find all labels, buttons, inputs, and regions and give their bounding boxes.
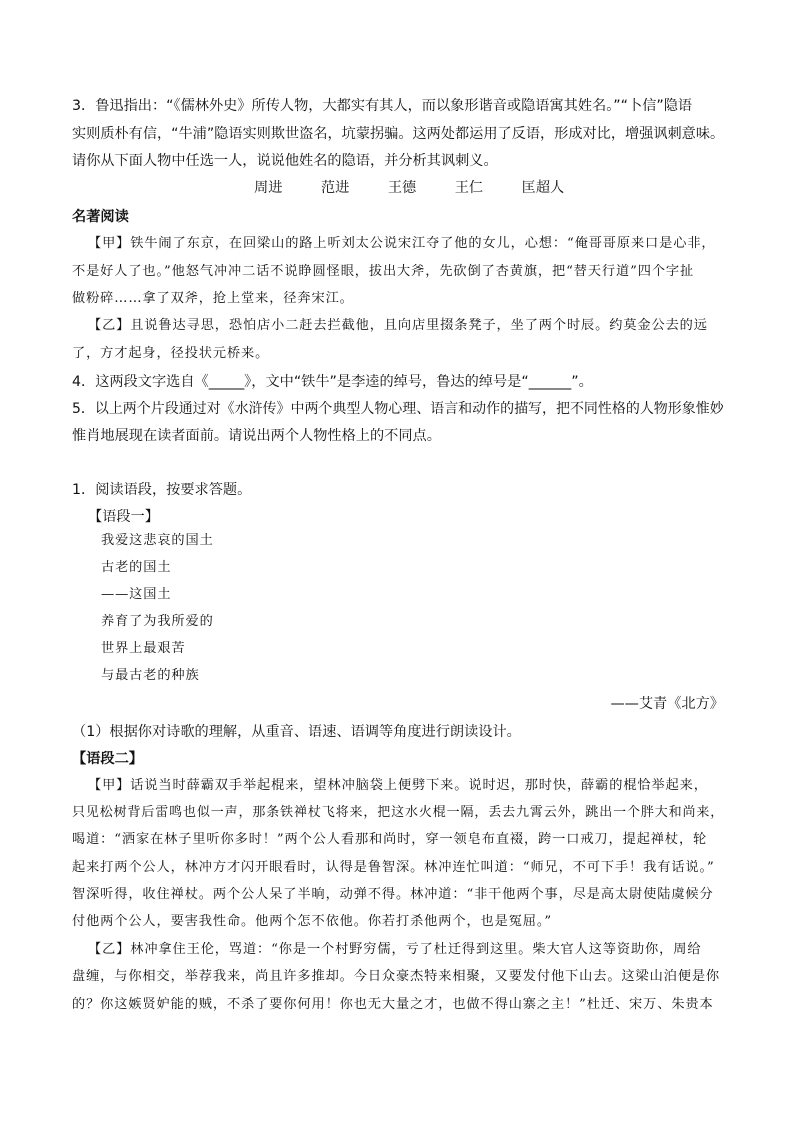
sub-question-1: （1）根据你对诗歌的理解，从重音、语速、语调等角度进行朗读设计。 [72, 724, 521, 740]
seg2-jia-line-2: 只见松树背后雷鸣也似一声，那条铁禅杖飞将来，把这水火棍一隔，丢去九霄云外，跳出一个胖大和尚来， [72, 805, 725, 820]
section1-title: 1．阅读语段，按要求答题。 [72, 482, 252, 498]
seg2-jia-line-4: 起来打两个公人，林冲方才闪开眼看时，认得是鲁智深。林冲连忙叫道：“师兄，不可下手！我有话说。” [72, 860, 715, 875]
mingzhu-jia-line-1: 【甲】铁牛闹了东京，在回梁山的路上听刘太公说宋江夺了他的女儿，心想：“俺哥哥原来口是心非， [88, 236, 716, 251]
name-option: 王仁 [454, 180, 484, 196]
seg2-jia-line-1: 【甲】话说当时薛霸双手举起棍来，望林冲脑袋上便劈下来。说时迟，那时快，薛霸的棍恰举起来， [88, 778, 708, 793]
seg2-yi-line-1: 【乙】林冲拿住王伦，骂道：“你是一个村野穷儒，亏了杜迁得到这里。柴大官人这等资助你，周给 [88, 942, 702, 957]
name-option: 匡超人 [521, 180, 565, 196]
seg2-yi-line-2: 盘缠，与你相交，举荐我来，尚且许多推却。今日众豪杰特来相聚，又要发付他下山去。这梁山泊便是你 [72, 969, 721, 984]
q3-line-3: 请你从下面人物中任选一人，说说他姓名的隐语，并分析其讽刺义。 [72, 153, 498, 169]
q5-line-2: 惟肖地展现在读者面前。请说出两个人物性格上的不同点。 [72, 428, 441, 444]
name-option: 王德 [387, 180, 417, 196]
seg1-label: 【语段一】 [88, 509, 159, 525]
poem-line: 我爱这悲哀的国土 [101, 533, 214, 548]
poem-line: 世界上最艰苦 [101, 641, 186, 656]
poem-line: 与最古老的种族 [101, 668, 200, 683]
name-option: 周进 [254, 180, 283, 196]
mingzhu-jia-line-3: 做粉碎……拿了双斧，抢上堂来，径奔宋江。 [72, 291, 354, 306]
poem-line: 古老的国土 [101, 560, 172, 575]
seg2-yi-line-3: 的？你这嫉贤妒能的贼，不杀了要你何用！你也无大量之才，也做不得山寨之主！”杜迁、宋万、朱贵本 [72, 997, 714, 1012]
name-option: 范进 [320, 180, 350, 196]
q3-line-1: 3．鲁迅指出：“《儒林外史》所传人物，大都实有其人，而以象形谐音或隐语寓其姓名。”“卜信”隐语 [72, 98, 693, 114]
q3-line-2: 实则质朴有信，“牛浦”隐语实则欺世盗名，坑蒙拐骗。这两处都运用了反语，形成对比，增强讽刺意味。 [72, 126, 725, 142]
seg2-jia-line-6: 付他两个公人，要害我性命。他两个怎不依他。你若打杀他两个，也是冤屈。” [72, 914, 553, 929]
q3-names-row [254, 178, 564, 198]
poem-line: 养育了为我所爱的 [101, 614, 214, 629]
q5-line-1: 5．以上两个片段通过对《水浒传》中两个典型人物心理、语言和动作的描写，把不同性格的人物形象惟妙 [72, 401, 724, 417]
mingzhu-yi-line-2: 了，方才起身，径投状元桥来。 [72, 346, 270, 361]
section-heading-mingzhu: 名著阅读 [72, 209, 129, 225]
seg2-jia-line-3: 喝道：“洒家在林子里听你多时！”两个公人看那和尚时，穿一领皂布直裰，跨一口戒刀，提起禅杖，轮 [72, 832, 708, 847]
seg2-jia-line-5: 智深听得，收住禅杖。两个公人呆了半晌，动弹不得。林冲道：“非干他两个事，尽是高太尉使陆虞候分 [72, 887, 714, 902]
poem-line: ——这国土 [101, 587, 172, 602]
seg2-label: 【语段二】 [72, 751, 143, 767]
mingzhu-yi-line-1: 【乙】且说鲁达寻思，恐怕店小二赶去拦截他，且向店里掇条凳子，坐了两个时辰。约莫金公去的远 [88, 318, 708, 333]
mingzhu-jia-line-2: 不是好人了也。”他怒气冲冲二话不说睁圆怪眼，拔出大斧，先砍倒了杏黄旗，把“替天行道”四个字扯 [72, 264, 695, 279]
poem-source: ——艾青《北方》 [610, 696, 724, 712]
q4-line: 4．这两段文字选自《_____》，文中“铁牛”是李逵的绰号，鲁达的绰号是“______”。 [72, 374, 593, 390]
